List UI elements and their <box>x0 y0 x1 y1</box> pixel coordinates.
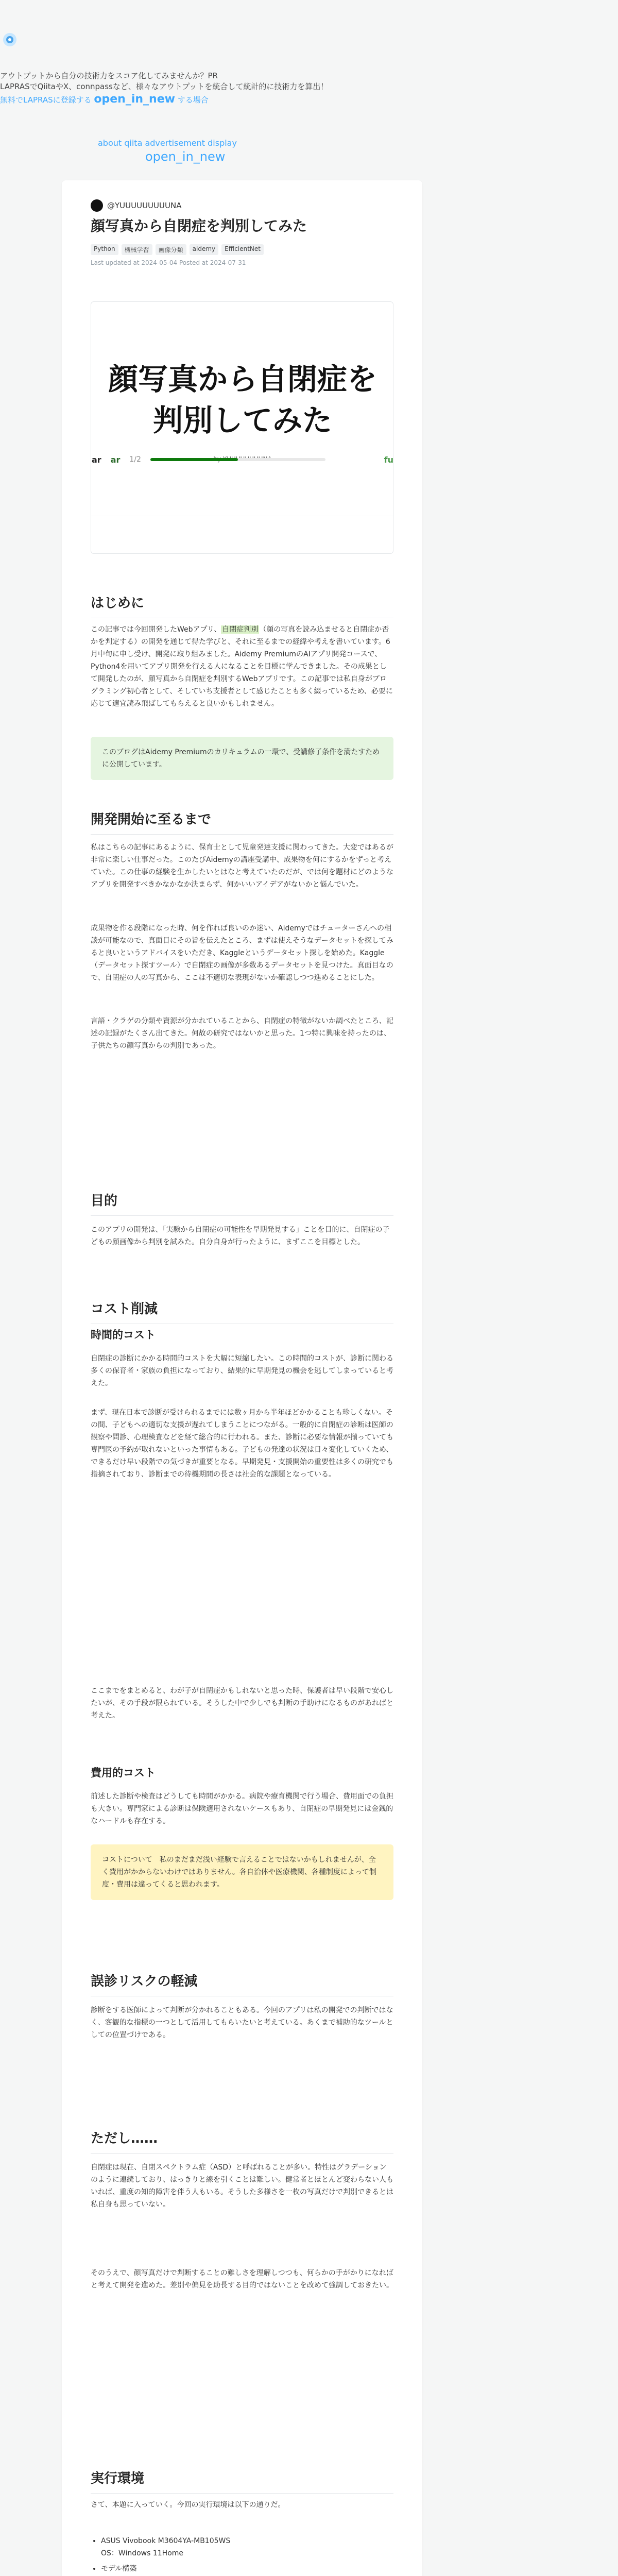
tag[interactable]: 機械学習 <box>122 244 152 255</box>
pr-register-suffix: する場合 <box>177 95 209 105</box>
env-list <box>101 2535 393 2576</box>
body-paragraph: 自閉症の診断にかかる時間的コストを大幅に短縮したい。この時間的コストが、診断に関わる多くの保育者・家族の負担になっており、結果的に早期発見の機会を逃してしまっていると考えた。 <box>91 1354 393 1387</box>
body-paragraph: 診断をする医師によって判断が分かれることもある。今回のアプリは私の開発での判断ではなく、客観的な指標の一つとして活用してもらいたいと考えている。あくまで補助的なツールとしての位置づけである。 <box>91 2006 393 2039</box>
body-paragraph: 私はこちらの記事にあるように、保育士として児童発達支援に関わってきた。大変ではあるが非常に楽しい仕事だった。このたびAidemyの講座受講中、成果物を何にするかをずっと考えていた。この仕事の経験を生かしたいとはなと考えていたのだが、では何を題材にどのようなアプリを開発すべきかなかなか決まらず、何かいいアイデアがないかと悩んでいた。 <box>91 843 393 889</box>
progress-track[interactable] <box>150 458 325 461</box>
first-slide-button[interactable]: ar <box>92 454 101 465</box>
subsection-heading: 時間的コスト <box>91 1329 156 1341</box>
text: （顔の写真を読み込ませると自閉症か否かを判定する）の開発を通じて得た学びと、それに至るまでの経緯や考えを書いています。6月中旬に申し受け、開発に取り組みました。Aidemy PremiumのAIアプリ開発コースで、Python4を用いてアプリ開発を行える人になることを目標に学んできました。その成果として開発したのが、顔写真から自閉症を判別するWebアプリです。この記事では私自身がプログラミング初心者として、そしていち支援者として感じたことも多く綴っているため、必要に応じて適宜読み飛ばしてもらえると良いかもしれません。 <box>91 625 393 708</box>
section-heading: コスト削減 <box>91 1298 393 1324</box>
body-paragraph: ここまでをまとめると、わが子が自閉症かもしれないと思った時、保護者は早い段階で安心したいが、その手段が限られている。そうした中で少しでも判断の手助けになるものがあればと考えた。 <box>91 1687 393 1720</box>
info-callout <box>91 737 393 780</box>
laprass-logo-icon <box>2 32 18 47</box>
slide-controls <box>91 449 393 470</box>
app-link[interactable]: 自閉症判別 <box>222 625 259 634</box>
subsection-heading: 費用的コスト <box>91 1767 156 1779</box>
list-item-detail: OS：Windows 11Home <box>101 2549 184 2557</box>
author-name[interactable]: @YUUUUUUUUUNA <box>107 201 182 210</box>
section-heading: 誤診リスクの軽減 <box>91 1971 393 1996</box>
pr-banner <box>0 0 618 170</box>
body-paragraph: まず、現在日本で診断が受けられるまでには数ヶ月から半年ほどかかることも珍しくない。その間、子どもへの適切な支援が遅れてしまうことにつながる。一般的に自閉症の診断は医師の観察や問診、心理検査などを経て総合的に行われる。また、診断に必要な情報が揃っていても専門医の予約が取れないといった事情もある。子どもの発達の状況は日々変化していくため、できるだけ早い段階での気づきが重要となる。早期発見・支援開始の重要性は多くの研究でも指摘されており、診断までの待機期間の長さは社会的な課題となっている。 <box>91 1409 393 1479</box>
page-counter: 1/2 <box>129 455 141 464</box>
list-item <box>101 2535 393 2560</box>
section-heading: はじめに <box>91 592 393 618</box>
article-title: 顔写真から自閉症を判別してみた <box>91 217 307 234</box>
slide-title <box>91 359 394 441</box>
section-heading: ただし…… <box>91 2128 393 2154</box>
author-line[interactable] <box>91 199 181 212</box>
tag[interactable]: aidemy <box>190 244 218 255</box>
pr-line-2: LAPRASでQiitaやX、connpassなど、様々なアウトプットを統合して統計的に技術力を算出！ <box>0 82 329 91</box>
ad-info-link[interactable]: about qiita advertisement display <box>98 138 237 148</box>
pr-register-prefix: 無料でLAPRASに登録する <box>0 95 92 105</box>
pr-register-link[interactable] <box>0 93 209 106</box>
body-paragraph: 言語・クラゲの分類や資源が分かれていることから、自閉症の特徴がないか調べたところ、記述の記録がたくさん出てきた。何故の研究ではないかと思った。1つ特に興味を持ったのは、子供たちの顔写真からの判別であった。 <box>91 1017 393 1050</box>
list-item <box>101 2563 393 2576</box>
section-heading: 実行環境 <box>91 2468 393 2494</box>
body-paragraph: 前述した診断や検査はどうしても時間がかかる。病院や療育機関で行う場合、費用面での負担も大きい。専門家による診断は保険適用されないケースもあり、自閉症の早期発見には金銭的なハードルも存在する。 <box>91 1792 393 1825</box>
section-heading: 開発開始に至るまで <box>91 809 393 835</box>
list-item-title: • モデル構築 <box>101 2565 137 2573</box>
warning-callout-text: コストについて 私のまだまだ浅い経験で言えることではないかもしれませんが、全く費用がかからないわけではありません。各自治体や医療機関、各種制度によって制度・費用は違ってくると思われます。 <box>102 1856 376 1889</box>
slide-title-line: 顔写真から自閉症を <box>108 362 377 397</box>
body-paragraph: 自閉症は現在、自閉スペクトラム症（ASD）と呼ばれることが多い。特性はグラデーションのように連続しており、はっきりと線を引くことは難しい。健常者とほとんど変わらない人もいれば、重度の知的障害を伴う人もいる。そうした多様さを一枚の写真だけで判別できるとは私自身も思っていない。 <box>91 2163 393 2209</box>
info-callout-text: このブログはAidemy Premiumのカリキュラムの一環で、受講修了条件を満たすために公開しています。 <box>102 748 380 769</box>
intro-paragraph <box>91 623 393 710</box>
open-in-new-icon[interactable]: open_in_new <box>145 149 226 164</box>
body-paragraph: そのうえで、顔写真だけで判断することの難しさを理解しつつも、何らかの手がかりになればと考えて開発を進めた。差別や偏見を助長する目的ではないことを改めて強調しておきたい。 <box>91 2269 393 2290</box>
fullscreen-button[interactable]: fu <box>384 454 393 465</box>
open-in-new-icon: open_in_new <box>94 93 175 106</box>
warning-callout <box>91 1844 393 1900</box>
slide-viewer[interactable] <box>91 301 393 554</box>
body-paragraph: さて、本題に入っていく。今回の実行環境は以下の通りだ。 <box>91 2501 285 2509</box>
avatar[interactable] <box>91 199 103 212</box>
pr-text <box>0 71 464 92</box>
body-paragraph: 成果物を作る段階になった時、何を作れば良いのか迷い、Aidemyではチューターさんへの相談が可能なので、真面目にその旨を伝えたところ、まずは使えそうなデータセットを探してみると良いというアドバイスをいただき、Kaggleというデータセット探しを始めた。Kaggle（データセット探すツール）で自閉症の画像が多数あるデータセットを見つけた。真面目なので、自閉症の人の写真から、ここは不適切な表現がないか確認しつつ進めることにした。 <box>91 924 393 982</box>
tag[interactable]: EfficientNet <box>221 244 264 255</box>
slide-title-line: 判別してみた <box>152 403 332 438</box>
body-paragraph: このアプリの開発は、「実験から自閉症の可能性を早期発見する」ことを目的に、自閉症の子どもの顔画像から判別を試みた。自分自身が行ったように、まずここを目標とした。 <box>91 1226 390 1246</box>
progress-fill <box>150 458 238 461</box>
prev-slide-button[interactable]: ar <box>110 454 121 465</box>
tag[interactable]: Python <box>91 244 118 255</box>
text: この記事では今回開発したWebアプリ、 <box>91 625 221 634</box>
list-item-title: • ASUS Vivobook M3604YA-MB105WS <box>101 2537 231 2545</box>
tag[interactable]: 画像分類 <box>156 244 186 255</box>
tag-list <box>91 244 264 255</box>
section-heading: 目的 <box>91 1190 393 1216</box>
post-dates: Last updated at 2024-05-04 Posted at 2024-07-31 <box>91 259 246 266</box>
article-card <box>62 180 422 2576</box>
pr-line-1: アウトプットから自分の技術力をスコア化してみませんか？PR <box>0 71 218 80</box>
